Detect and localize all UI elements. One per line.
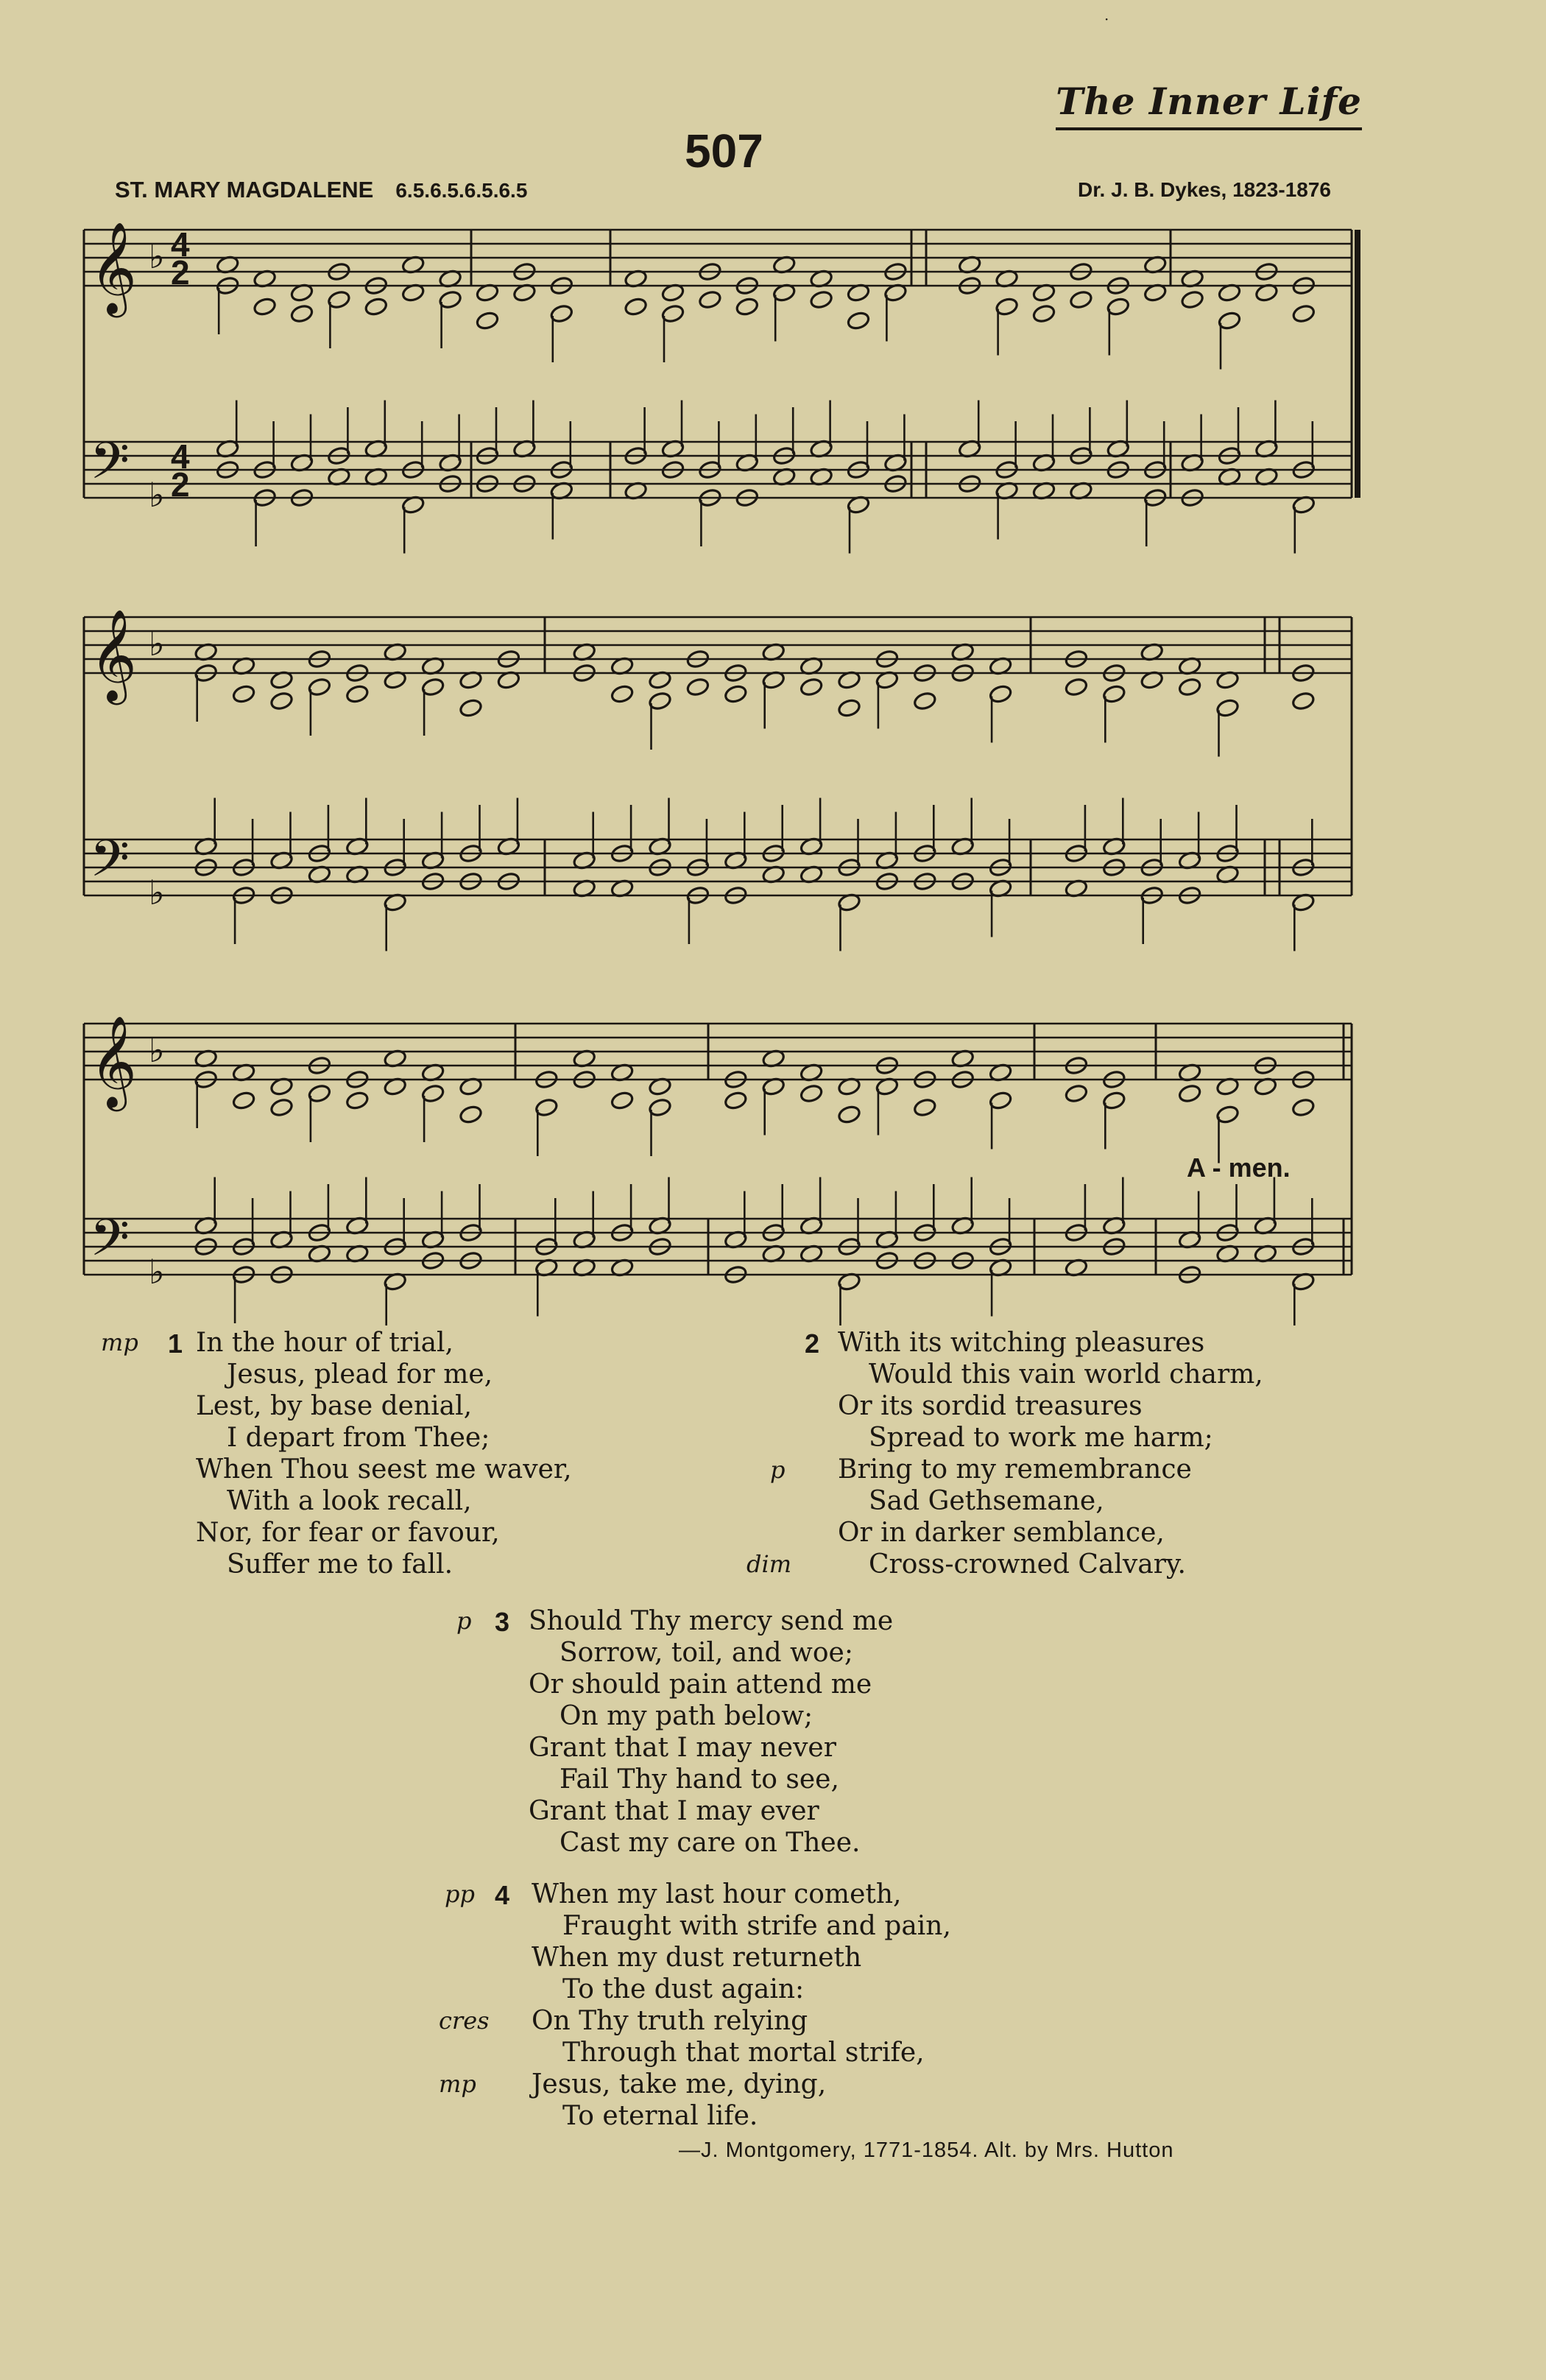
verse-2-dynamic-dim: dim	[746, 1550, 792, 1578]
verse-line: Sad Gethsemane,	[869, 1486, 1104, 1516]
verse-line: Jesus, plead for me,	[227, 1359, 493, 1390]
verse-2	[838, 1327, 1263, 1580]
note-head	[698, 289, 722, 309]
verse-1-number: 1	[168, 1328, 183, 1359]
verse-line: Bring to my remembrance	[838, 1454, 1192, 1485]
note-head	[232, 1091, 256, 1110]
verse-line: With a look recall,	[227, 1486, 472, 1516]
verse-3	[529, 1605, 893, 1859]
time-signature: 2	[171, 253, 190, 292]
note-head	[1064, 677, 1088, 697]
verse-line: Through that mortal strife,	[562, 2038, 925, 2068]
verse-line: To the dust again:	[562, 1974, 805, 2004]
note-head	[685, 677, 710, 697]
note-head	[345, 684, 370, 704]
note-head	[809, 289, 833, 309]
note-head	[345, 1091, 370, 1110]
verse-line: Or should pain attend me	[529, 1669, 872, 1700]
speck: ·	[1104, 10, 1109, 28]
verse-1	[196, 1327, 572, 1580]
author-attribution: —J. Montgomery, 1771-1854. Alt. by Mrs. Hutton	[679, 2138, 1174, 2162]
time-signature: 2	[171, 465, 190, 504]
verse-line: Nor, for fear or favour,	[196, 1518, 500, 1548]
note-head	[1064, 1083, 1088, 1103]
note-head	[459, 1105, 483, 1124]
note-head	[476, 311, 500, 331]
flat-sign: ♭	[149, 873, 165, 912]
note-head	[913, 1097, 937, 1117]
verse-line: On my path below;	[560, 1701, 813, 1731]
verse-2-number: 2	[805, 1328, 820, 1359]
flat-sign: ♭	[149, 475, 165, 515]
verse-3-dynamic: p	[456, 1607, 472, 1635]
note-head	[837, 698, 861, 718]
note-head	[837, 1105, 861, 1124]
verse-line: Would this vain world charm,	[869, 1359, 1263, 1390]
note-head	[1069, 289, 1093, 309]
note-head	[269, 691, 294, 711]
note-head	[253, 297, 277, 317]
tune-name: ST. MARY MAGDALENE	[115, 177, 374, 203]
verse-line: When Thou seest me waver,	[196, 1454, 572, 1485]
note-head	[1291, 691, 1316, 711]
verse-line: Or its sordid treasures	[838, 1391, 1143, 1421]
note-head	[847, 311, 871, 331]
verse-line: Fraught with strife and pain,	[562, 1911, 951, 1941]
note-head	[290, 303, 314, 323]
verse-line: Spread to work me harm;	[869, 1423, 1213, 1453]
verse-4-dynamic-mp: mp	[439, 2070, 476, 2098]
meter: 6.5.6.5.6.5.6.5	[395, 179, 528, 202]
verse-line: In the hour of trial,	[196, 1328, 453, 1358]
verse-line: I depart from Thee;	[227, 1423, 490, 1453]
verse-line: Sorrow, toil, and woe;	[560, 1638, 853, 1668]
note-head	[724, 1091, 748, 1110]
time-signature: 4	[171, 437, 190, 476]
verse-line: To eternal life.	[562, 2101, 758, 2131]
note-head	[1178, 677, 1202, 697]
verse-line: With its witching pleasures	[838, 1328, 1205, 1358]
verse-2-dynamic-p: p	[770, 1456, 786, 1484]
verse-line: Fail Thy hand to see,	[560, 1764, 839, 1795]
note-head	[800, 677, 824, 697]
note-head	[735, 297, 759, 317]
note-head	[1178, 1083, 1202, 1103]
treble-clef: 𝄞	[90, 1015, 137, 1108]
verse-4-dynamic-pp: pp	[445, 1880, 475, 1908]
note-head	[724, 684, 748, 704]
note-head	[610, 684, 635, 704]
verse-4	[532, 1879, 951, 2132]
note-head	[232, 684, 256, 704]
note-head	[269, 1097, 294, 1117]
verse-4-number: 4	[495, 1880, 510, 1910]
note-head	[1180, 289, 1204, 309]
note-head	[913, 691, 937, 711]
bass-clef: 𝄢	[90, 828, 130, 901]
note-head	[610, 1091, 635, 1110]
note-head	[364, 297, 388, 317]
note-head	[1291, 1097, 1316, 1117]
verse-line: Grant that I may never	[529, 1733, 836, 1763]
flat-sign: ♭	[149, 1030, 165, 1070]
verse-line: Lest, by base denial,	[196, 1391, 473, 1421]
verse-line: Cast my care on Thee.	[560, 1828, 861, 1858]
flat-sign: ♭	[149, 624, 165, 663]
bass-clef: 𝄢	[90, 431, 130, 503]
bass-clef: 𝄢	[90, 1208, 130, 1280]
treble-clef: 𝄞	[90, 609, 137, 701]
time-signature: 4	[171, 225, 190, 264]
verse-line: Should Thy mercy send me	[529, 1606, 894, 1636]
note-head	[800, 1083, 824, 1103]
verse-3-number: 3	[495, 1607, 510, 1637]
note-head	[1291, 303, 1316, 323]
section-title: The Inner Life	[1056, 80, 1362, 130]
verse-line: When my last hour cometh,	[532, 1879, 902, 1909]
verse-4-dynamic-cres: cres	[439, 2007, 490, 2035]
composer: Dr. J. B. Dykes, 1823-1876	[1077, 178, 1331, 201]
hymn-number: 507	[685, 124, 763, 177]
verse-line: Grant that I may ever	[529, 1796, 819, 1826]
verse-line: On Thy truth relying	[532, 2006, 808, 2036]
note-head	[1032, 303, 1056, 323]
amen-text: A - men.	[1187, 1152, 1291, 1183]
verse-1-dynamic: mp	[101, 1328, 138, 1356]
note-head	[624, 297, 648, 317]
flat-sign: ♭	[149, 236, 165, 276]
verse-line: Suffer me to fall.	[227, 1549, 453, 1580]
verse-line: Or in darker semblance,	[838, 1518, 1165, 1548]
verse-line: When my dust returneth	[532, 1943, 862, 1973]
flat-sign: ♭	[149, 1252, 165, 1292]
verse-line: Cross-crowned Calvary.	[869, 1549, 1186, 1580]
verse-line: Jesus, take me, dying,	[532, 2069, 827, 2099]
treble-clef: 𝄞	[90, 222, 137, 314]
note-head	[459, 698, 483, 718]
